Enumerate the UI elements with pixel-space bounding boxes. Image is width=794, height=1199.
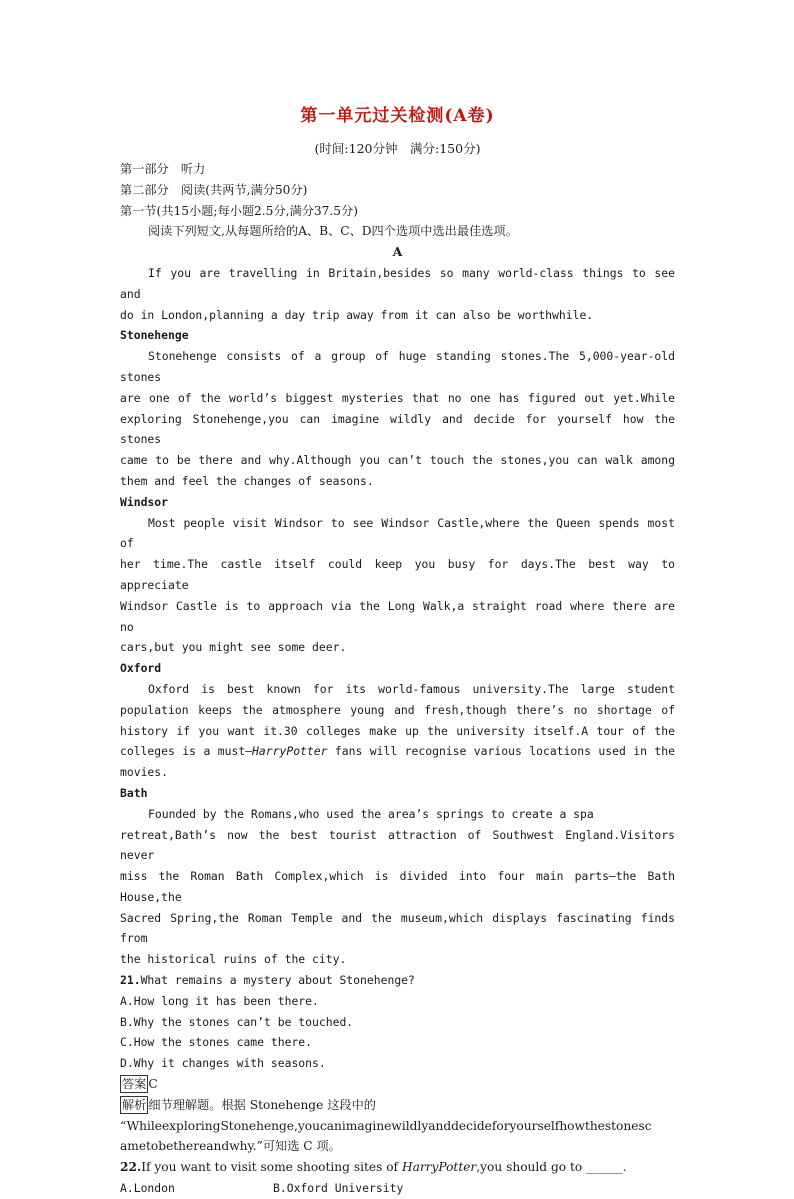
harry-potter-title: HarryPotter [252, 744, 328, 759]
section-one: 第一节(共15小题;每小题2.5分,满分37.5分) [120, 203, 358, 218]
oxford-line: movies. [120, 765, 169, 780]
bath-line: Founded by the Romans,who used the area’s springs to create a spa [148, 806, 594, 821]
oxford-line4-post: fans will recognise various locations used in the [327, 744, 675, 759]
bath-line: miss the Roman Bath Complex,which is divided into four main parts—the Bath House,the [120, 869, 675, 904]
bath-line: the historical ruins of the city. [120, 952, 347, 967]
windsor-line: Most people visit Windsor to see Windsor Castle,where the Queen spends most of [120, 515, 675, 551]
bath-line: Sacred Spring,the Roman Temple and the museum,which displays fascinating finds from [120, 910, 675, 946]
question-22 [120, 1157, 675, 1178]
question-text-post: ,you should go to ______. [476, 1160, 627, 1175]
intro-line: do in London,planning a day trip away from it can also be worthwhile. [120, 307, 594, 322]
exam-page [120, 104, 675, 1199]
instruction: 阅读下列短文,从每题所给的A、B、C、D四个选项中选出最佳选项。 [148, 224, 518, 239]
oxford-line [120, 741, 675, 762]
option-b: B.Why the stones can’t be touched. [120, 1014, 354, 1029]
oxford-line: Oxford is best known for its world-famous university.The large student [148, 681, 675, 696]
option-a: A.How long it has been there. [120, 993, 319, 1008]
oxford-line4-pre: colleges is a must— [120, 744, 253, 759]
windsor-line: cars,but you might see some deer. [120, 640, 347, 655]
part-listening: 第一部分 听力 [120, 162, 206, 176]
stonehenge-line: exploring Stonehenge,you can imagine wildly and decide for yourself how the stones [120, 411, 675, 447]
q22-options [120, 1178, 675, 1199]
option-a: A.London [120, 1181, 175, 1196]
heading-stonehenge: Stonehenge [120, 328, 189, 343]
answer-label: 答案 [122, 1077, 147, 1092]
analysis-label: 解析 [122, 1097, 147, 1112]
bath-line: retreat,Bath’s now the best tourist attraction of Southwest England.Visitors never [120, 827, 675, 863]
intro-line: If you are travelling in Britain,besides so many world-class things to see and [120, 265, 675, 301]
analysis-quote: “WhileexploringStonehenge,youcanimaginewildlyanddecideforyourselfhowthestonesc [120, 1118, 652, 1133]
option-c: C.How the stones came there. [120, 1035, 313, 1050]
harry-potter-title: HarryPotter [401, 1160, 477, 1175]
heading-oxford: Oxford [120, 661, 162, 676]
analysis-row [120, 1095, 675, 1116]
windsor-line: Windsor Castle is to approach via the Long Walk,a straight road where there are no [120, 598, 675, 634]
analysis-text: 细节理解题。根据 Stonehenge 这段中的 [148, 1097, 376, 1112]
question-text-pre: If you want to visit some shooting sites of [141, 1160, 402, 1175]
stonehenge-line: Stonehenge consists of a group of huge standing stones.The 5,000-year-old stones [120, 349, 675, 384]
passage-label: A [392, 244, 403, 260]
part-reading: 第二部分 阅读(共两节,满分50分) [120, 182, 308, 197]
option-d: D.Why it changes with seasons. [120, 1056, 326, 1071]
windsor-line: her time.The castle itself could keep you busy for days.The best way to appreciate [120, 557, 675, 592]
heading-windsor: Windsor [120, 494, 169, 509]
oxford-line: history if you want it.30 colleges make up the university itself.A tour of the [120, 723, 675, 738]
question-number: 22. [120, 1160, 142, 1175]
time-score-info: (时间:120分钟 满分:150分) [314, 141, 481, 156]
answer-value: C [148, 1077, 158, 1092]
stonehenge-line: are one of the world’s biggest mysteries that no one has figured out yet.While [120, 390, 675, 405]
question-number: 21. [120, 973, 141, 988]
stonehenge-line: them and feel the changes of seasons. [120, 473, 374, 488]
stonehenge-line: came to be there and why.Although you can’t touch the stones,you can walk among [120, 453, 675, 468]
heading-bath: Bath [120, 785, 148, 800]
question-text: What remains a mystery about Stonehenge? [140, 973, 415, 988]
option-b: B.Oxford University [273, 1181, 404, 1196]
oxford-line: population keeps the atmosphere young and fresh,though there’s no shortage of [120, 702, 675, 717]
question-21 [120, 970, 675, 991]
answer-row [120, 1074, 675, 1095]
analysis-conclusion: ametobethereandwhy.”可知选 C 项。 [120, 1139, 341, 1154]
page-title: 第一单元过关检测(A卷) [300, 106, 495, 126]
